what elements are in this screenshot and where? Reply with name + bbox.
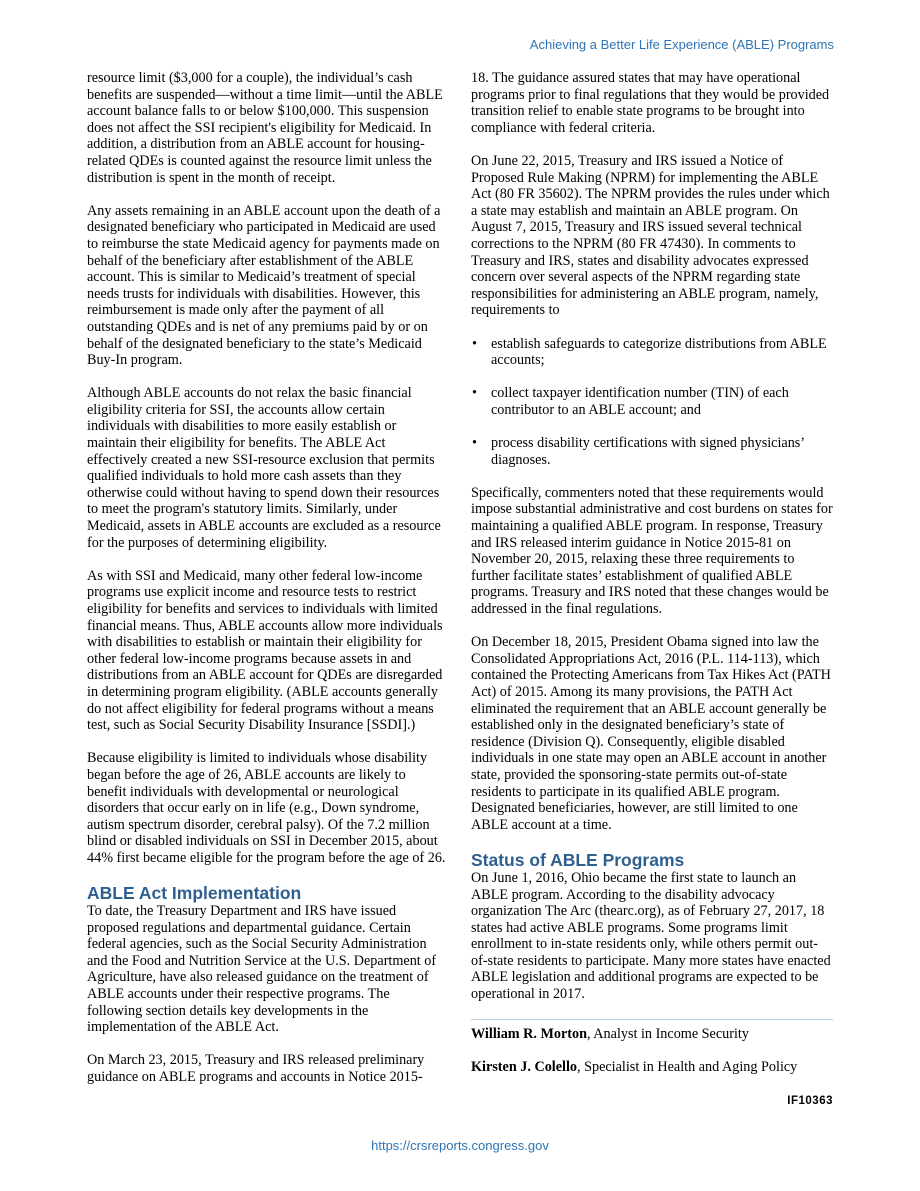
list-item [471, 385, 833, 418]
list-item [471, 336, 833, 369]
paragraph: Because eligibility is limited to individuals whose disability began before the age of 26, ABLE accounts are likely to benefit individuals with developmental or neurological disorders that occur early on in life (e.g., Down syndrome, autism spectrum disorder, cerebral palsy). Of the 7.2 million blind or disabled individuals on SSI in December 2015, about 44% first became eligible for the program before the age of 26. [87, 750, 446, 866]
list-item-text: collect taxpayer identification number (TIN) of each contributor to an ABLE account; and [491, 385, 789, 418]
paragraph: As with SSI and Medicaid, many other federal low-income programs use explicit income and resource tests to restrict eligibility for benefits and services to individuals with limited financial means. Thus, ABLE accounts allow more individuals with disabilities to establish or maintain their eligibility for other federal low-income programs because assets in and distributions from an ABLE account for QDEs are disregarded in determining program eligibility. (ABLE accounts generally do not affect eligibility for federal programs without a means test, such as Social Security Disability Insurance [SSDI].) [87, 567, 443, 734]
author-title: , Analyst in Income Security [587, 1026, 749, 1043]
paragraph: Specifically, commenters noted that these requirements would impose substantial administrative and cost burdens on states for maintaining a qualified ABLE program. In response, Treasury and IRS released interim guidance in Notice 2015-81 on November 20, 2015, relaxing these three requirements to further facilitate states’ establishment of qualified ABLE programs. Treasury and IRS noted that these changes would be addressed in the final regulations. [471, 484, 833, 617]
bullet-icon: • [472, 385, 477, 402]
paragraph: On June 22, 2015, Treasury and IRS issued a Notice of Proposed Rule Making (NPRM) for implementing the ABLE Act (80 FR 35602). The NPRM provides the rules under which a state may establish and maintain an ABLE program. On August 7, 2015, Treasury and IRS issued several technical corrections to the NPRM (80 FR 47430). In comments to Treasury and IRS, states and disability advocates expressed concern over several aspects of the NPRM regarding state responsibilities for administering an ABLE program, namely, requirements to [471, 152, 830, 319]
paragraph: On December 18, 2015, President Obama signed into law the Consolidated Appropriations Act, 2016 (P.L. 114-113), which contained the Protecting Americans from Tax Hikes Act (PATH Act) of 2015. Among its many provisions, the PATH Act eliminated the requirement that an ABLE account generally be established only in the designated beneficiary’s state of residence (Division Q). Consequently, eligible disabled individuals in one state may open an ABLE account in another state, provided the sponsoring-state permits out-of-state residents to participate in its qualified ABLE program. Designated beneficiaries, however, are still limited to one ABLE account at a time. [471, 634, 831, 833]
list-item [471, 435, 833, 468]
footer-url-link[interactable]: https://crsreports.congress.gov [371, 1138, 549, 1153]
author-line [471, 1026, 833, 1043]
left-column [87, 70, 448, 1086]
author-name: Kirsten J. Colello [471, 1059, 577, 1076]
list-item-text: process disability certifications with signed physicians’ diagnoses. [491, 435, 804, 468]
paragraph: Any assets remaining in an ABLE account upon the death of a designated beneficiary who participated in Medicaid are used to reimburse the state Medicaid agency for payments made on behalf of the beneficiary after establishment of the ABLE account. This is similar to Medicaid’s treatment of special needs trusts for individuals with disabilities. However, this reimbursement is made only after the payment of all outstanding QDEs and is net of any premiums paid by or on behalf of the designated beneficiary to the state’s Medicaid Buy-In program. [87, 202, 441, 369]
author-divider [471, 1019, 833, 1020]
bullet-icon: • [472, 335, 477, 352]
section-heading-able-act-implementation: ABLE Act Implementation [87, 883, 302, 904]
paragraph: 18. The guidance assured states that may have operational programs prior to final regulations that they would be provided transition relief to enable state programs to be brought into compliance with federal criteria. [471, 70, 830, 136]
list-item-text: establish safeguards to categorize distributions from ABLE accounts; [491, 335, 827, 369]
paragraph: On June 1, 2016, Ohio became the first state to launch an ABLE program. According to the disability advocacy organization The Arc (thearc.org), as of February 27, 2017, 18 states had active ABLE programs. Some programs limit enrollment to in-state residents only, while others permit out-of-state residents to participate. Many more states have enacted ABLE legislation and additional programs are expected to be operational in 2017. [471, 869, 831, 1003]
running-header-title: Achieving a Better Life Experience (ABLE) Programs [529, 37, 834, 52]
author-line [471, 1059, 833, 1076]
author-title: , Specialist in Health and Aging Policy [577, 1059, 798, 1076]
section-heading-status-of-able-programs: Status of ABLE Programs [471, 849, 685, 870]
paragraph: On March 23, 2015, Treasury and IRS released preliminary guidance on ABLE programs and accounts in Notice 2015- [87, 1052, 425, 1086]
paragraph: To date, the Treasury Department and IRS have issued proposed regulations and departmental guidance. Certain federal agencies, such as the Social Security Administration and the Food and Nutrition Service at the U.S. Department of Agriculture, have also released guidance on the treatment of ABLE accounts under their respective programs. The following section details key developments in the implementation of the ABLE Act. [87, 903, 437, 1036]
bullet-icon: • [472, 435, 477, 452]
paragraph: Although ABLE accounts do not relax the basic financial eligibility criteria for SSI, the accounts allow certain individuals with disabilities to more easily establish or maintain their eligibility for benefits. The ABLE Act effectively created a new SSI-resource exclusion that permits qualified individuals to hold more cash assets than they otherwise could without having to spend down their resources to meet the program's statutory limits. Similarly, under Medicaid, assets in ABLE accounts are excluded as a resource for the purposes of determining eligibility. [87, 385, 441, 551]
requirements-list [471, 336, 833, 469]
report-id: IF10363 [787, 1094, 833, 1107]
right-column [471, 70, 833, 1109]
author-name: William R. Morton [471, 1026, 587, 1043]
paragraph: resource limit ($3,000 for a couple), the individual’s cash benefits are suspended—without a time limit—until the ABLE account balance falls to or below $100,000. This suspension does not affect the SSI recipient's eligibility for Medicaid. In addition, a distribution from an ABLE account for housing-related QDEs is counted against the resource limit unless the distribution is spent in the month of receipt. [87, 70, 443, 186]
